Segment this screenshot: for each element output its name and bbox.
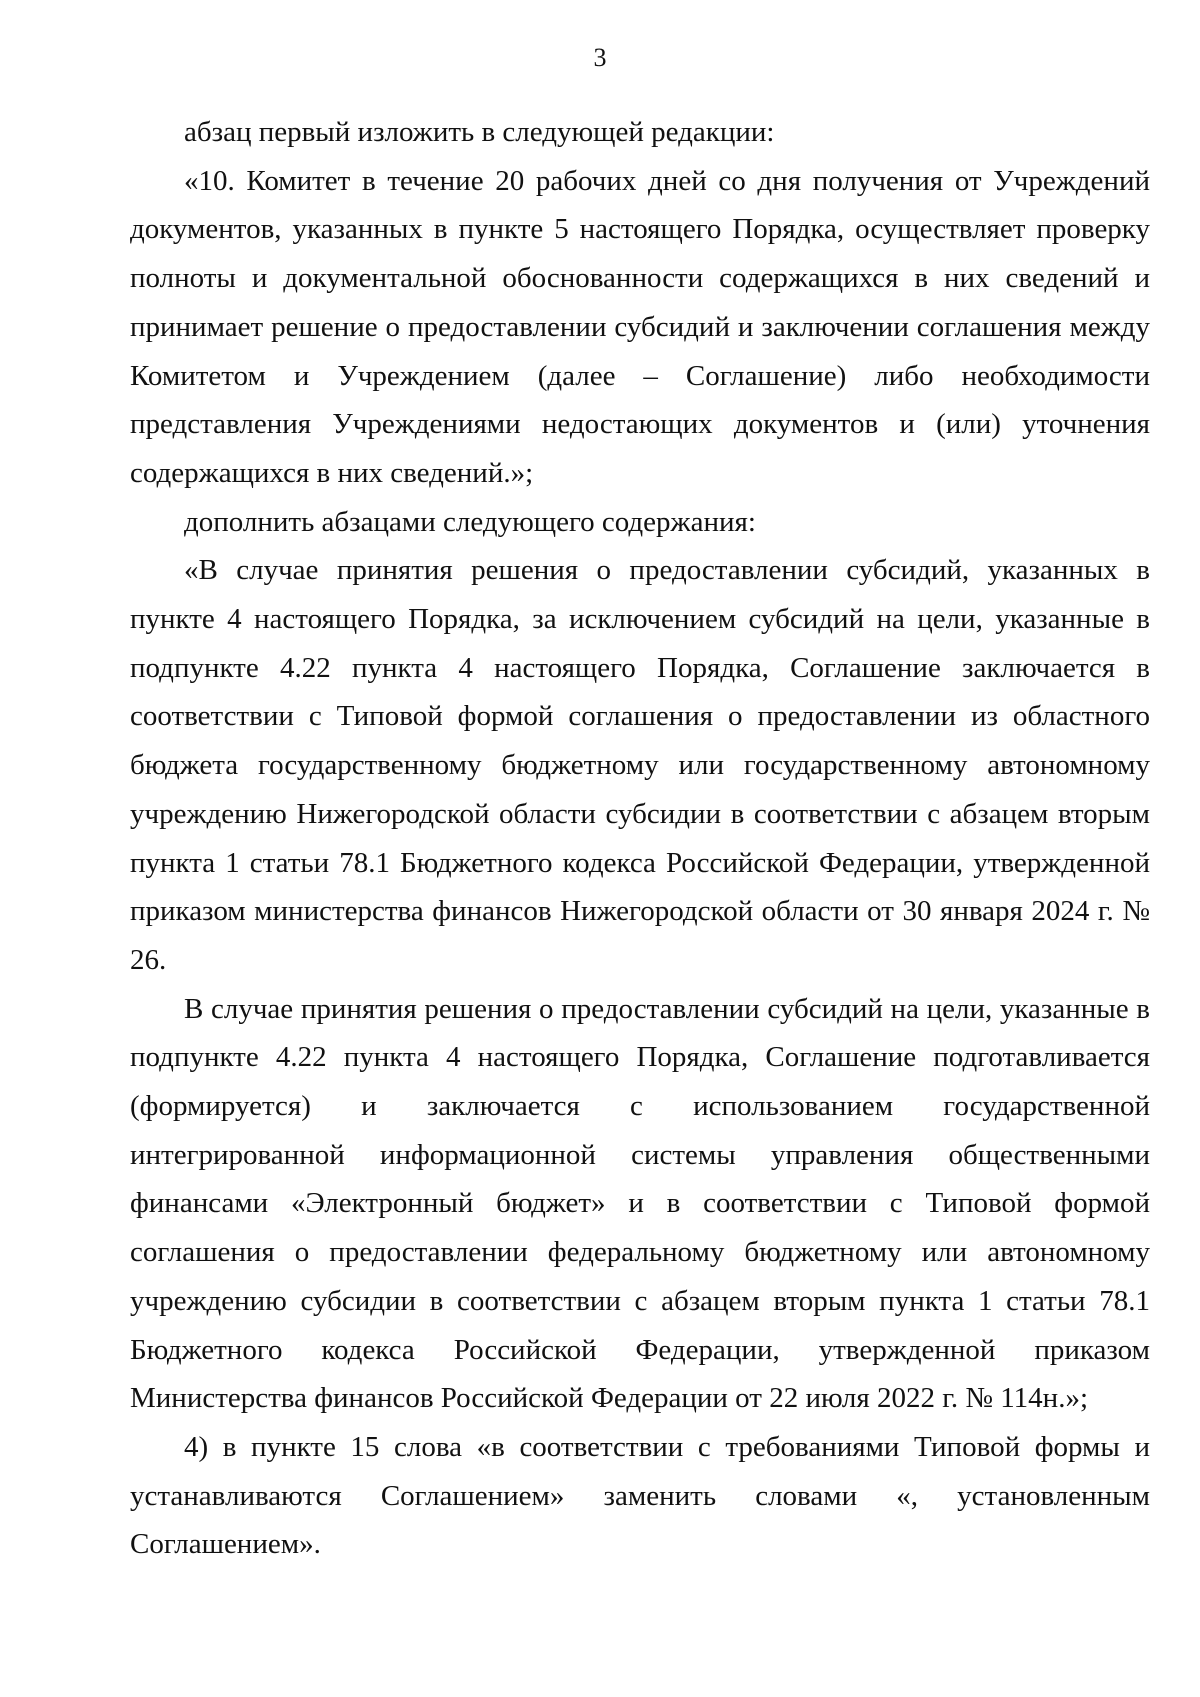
paragraph-amendment-intro: абзац первый изложить в следующей редакции:	[184, 116, 775, 148]
paragraph-supplement-intro: дополнить абзацами следующего содержания:	[184, 505, 756, 538]
paragraph-item-15-amendment: 4) в пункте 15 слова «в соответствии с требованиями Типовой формы и устанавливаются Соглашением» заменить словами «, установленным Соглашением».	[130, 1430, 1150, 1561]
paragraph-agreement-electronic-budget: В случае принятия решения о предоставлении субсидий на цели, указанные в подпункте 4.22 пункта 4 настоящего Порядка, Соглашение подготавливается (формируется) и заключается с использованием государственной интегрированной информационной системы управления общественными финансами «Электронный бюджет» и в соответствии с Типовой формой соглашения о предоставлении федеральному бюджетному или автономному учреждению субсидии в соответствии с абзацем вторым пункта 1 статьи 78.1 Бюджетного кодекса Российской Федерации, утвержденной приказом Министерства финансов Российской Федерации от 22 июля 2022 г. № 114н.»;	[130, 992, 1150, 1415]
paragraph-agreement-regional-form: «В случае принятия решения о предоставлении субсидий, указанных в пункте 4 настоящего Порядка, за исключением субсидий на цели, указанные в подпункте 4.22 пункта 4 настоящего Порядка, Соглашение заключается в соответствии с Типовой формой соглашения о предоставлении из областного бюджета государственному бюджетному или государственному автономному учреждению Нижегородской области субсидии в соответствии с абзацем вторым пункта 1 статьи 78.1 Бюджетного кодекса Российской Федерации, утвержденной приказом министерства финансов Нижегородской области от 30 января 2024 г. № 26.	[130, 554, 1150, 976]
document-body	[130, 108, 1150, 1569]
page-number: 3	[593, 43, 607, 72]
paragraph-item-10: «10. Комитет в течение 20 рабочих дней со дня получения от Учреждений документов, указанных в пункте 5 настоящего Порядка, осуществляет проверку полноты и документальной обоснованности содержащихся в них сведений и принимает решение о предоставлении субсидий и заключении соглашения между Комитетом и Учреждением (далее – Соглашение) либо необходимости представления Учреждениями недостающих документов и (или) уточнения содержащихся в них сведений.»;	[130, 164, 1150, 489]
